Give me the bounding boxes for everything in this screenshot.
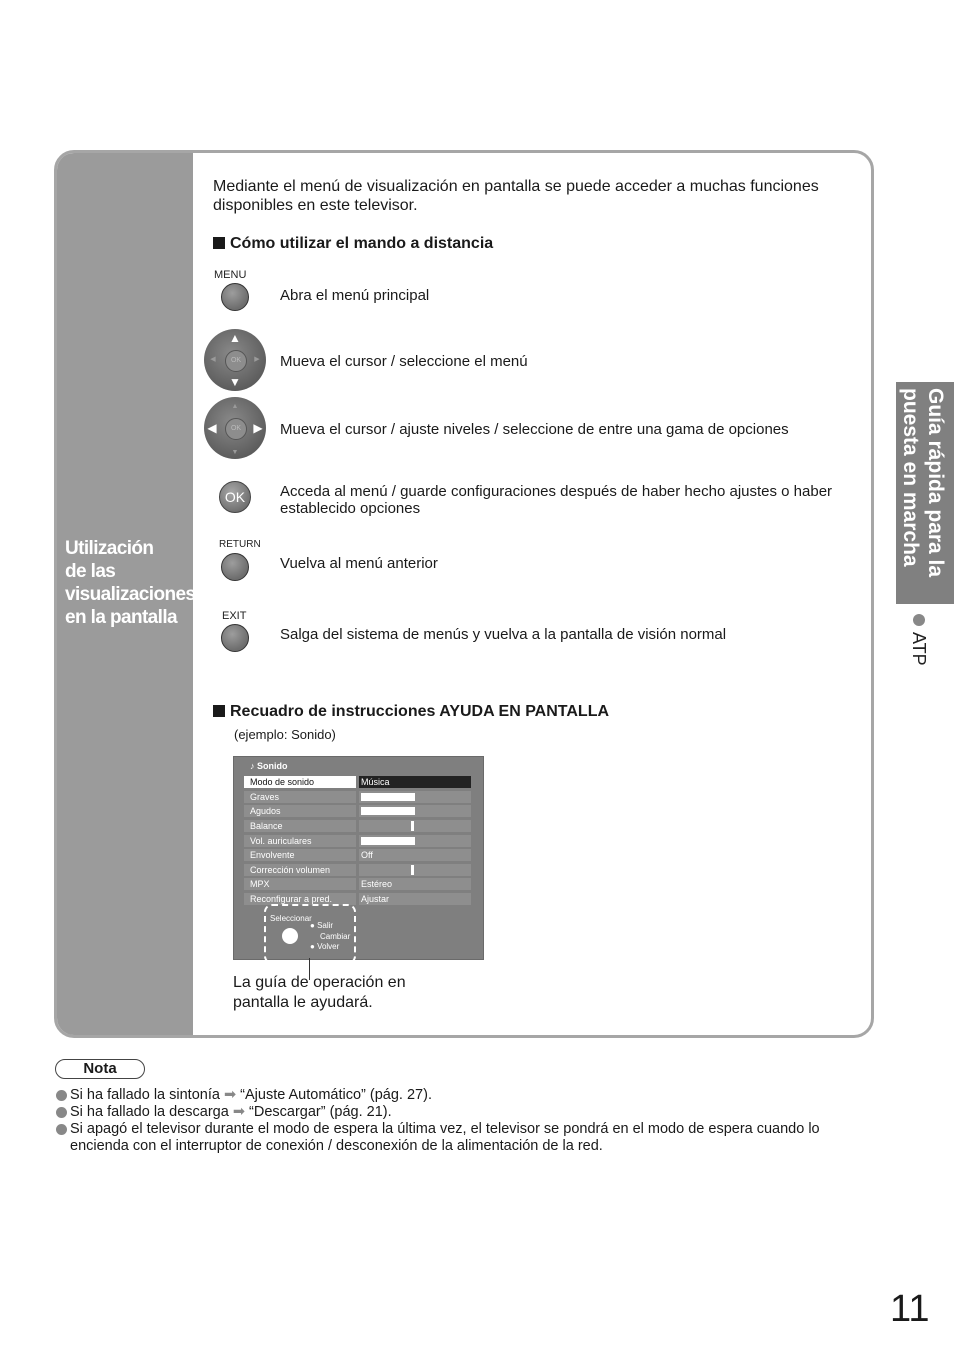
return-button-label: RETURN — [219, 539, 261, 550]
osd-help-box — [264, 904, 356, 964]
section-title: Utilización de las visualizaciones en la pantalla — [65, 538, 196, 628]
side-tab-title: Guía rápida para la puesta en marcha — [899, 388, 947, 578]
osd-row-label: Agudos — [244, 805, 356, 817]
arrow-right-icon: ➡ — [232, 1104, 245, 1120]
level-marker — [411, 865, 414, 875]
osd-row — [244, 791, 470, 803]
osd-row — [244, 849, 470, 861]
osd-row-label: Graves — [244, 791, 356, 803]
nota-list — [55, 1087, 855, 1155]
level-bar — [361, 837, 415, 845]
osd-caption: La guía de operación en pantalla le ayudará. — [233, 974, 406, 1011]
square-bullet-icon — [213, 237, 225, 249]
menu-button-label: MENU — [214, 269, 247, 281]
remote-heading — [213, 235, 493, 253]
content-frame — [54, 150, 874, 1038]
bullet-dot-icon — [56, 1107, 67, 1118]
osd-row-value — [359, 820, 471, 832]
remote-desc: Mueva el cursor / seleccione el menú — [280, 353, 528, 370]
osd-row — [244, 835, 470, 847]
side-tab-sub: ATP — [909, 632, 929, 666]
osd-row-label: Reconfigurar a pred. — [244, 893, 356, 905]
osd-row-label: MPX — [244, 878, 356, 890]
dpad-leftright-icon: ▲ ▼ ◀ ▶ OK — [204, 397, 266, 459]
osd-row-label: Corrección volumen — [244, 864, 356, 876]
nota-item: Si ha fallado la sintonía ➡ “Ajuste Automático” (pág. 27). — [55, 1087, 855, 1104]
remote-desc: Vuelva al menú anterior — [280, 555, 438, 572]
exit-button-icon — [221, 624, 249, 652]
level-bar — [361, 807, 415, 815]
osd-row — [244, 805, 470, 817]
osd-title: ♪ Sonido — [250, 761, 288, 771]
osd-row — [244, 864, 470, 876]
balance-marker — [411, 821, 414, 831]
remote-desc: Abra el menú principal — [280, 287, 430, 304]
help-back: ● Volver — [310, 942, 340, 951]
osd-row-value: Off — [359, 849, 471, 861]
section-sidebar — [57, 153, 196, 1035]
remote-desc: Mueva el cursor / ajuste niveles / seleccione de entre una gama de opciones — [280, 421, 789, 438]
side-tab — [896, 382, 954, 677]
menu-button-icon — [221, 283, 249, 311]
nota-label: Nota — [55, 1059, 145, 1079]
nota-item: Si apagó el televisor durante el modo de espera la última vez, el televisor se pondrá en el modo de espera cuando lo encienda con el interruptor de conexión / desconexión de la alimentación de la red. — [55, 1121, 855, 1155]
dpad-updown-icon: ▲ ▼ ◀ ▶ OK — [204, 329, 266, 391]
remote-desc: Salga del sistema de menús y vuelva a la pantalla de visión normal — [280, 626, 727, 643]
help-heading-text: Recuadro de instrucciones AYUDA EN PANTALLA — [230, 703, 610, 720]
dpad-small-icon — [282, 928, 298, 944]
exit-button-label: EXIT — [222, 610, 247, 622]
remote-desc: Acceda al menú / guarde configuraciones después de haber hecho ajustes o haber establecido opciones — [280, 483, 833, 517]
osd-row — [244, 878, 470, 890]
help-select: Seleccionar — [270, 914, 312, 923]
side-tab-block — [896, 382, 954, 604]
bullet-dot-icon — [56, 1090, 67, 1101]
intro-text: Mediante el menú de visualización en pantalla se puede acceder a muchas funciones disponibles en este televisor. — [213, 178, 819, 214]
osd-row-value — [359, 805, 471, 817]
osd-row-label: Balance — [244, 820, 356, 832]
osd-row-label: Envolvente — [244, 849, 356, 861]
osd-row-value: Ajustar — [359, 893, 471, 905]
bullet-dot-icon — [913, 614, 925, 626]
music-note-icon: ♪ — [250, 761, 258, 771]
bullet-dot-icon — [56, 1124, 67, 1135]
osd-row-value — [359, 835, 471, 847]
osd-row-label: Modo de sonido — [244, 776, 356, 788]
osd-row-value: Música — [359, 776, 471, 788]
remote-heading-text: Cómo utilizar el mando a distancia — [230, 235, 494, 252]
return-button-icon — [221, 553, 249, 581]
nota-item: Si ha fallado la descarga ➡ “Descargar” (pág. 21). — [55, 1104, 855, 1121]
help-change: Cambiar — [320, 932, 351, 941]
help-exit: ● Salir — [310, 921, 334, 930]
example-label: (ejemplo: Sonido) — [234, 727, 336, 742]
osd-row-value: Estéreo — [359, 878, 471, 890]
osd-row — [244, 776, 470, 788]
osd-row-label: Vol. auriculares — [244, 835, 356, 847]
square-bullet-icon — [213, 705, 225, 717]
ok-button-icon: OK — [219, 481, 251, 513]
help-heading — [213, 703, 609, 721]
osd-row-value — [359, 791, 471, 803]
osd-row — [244, 820, 470, 832]
osd-sound-menu — [233, 756, 484, 960]
level-bar — [361, 793, 415, 801]
page-number: 11 — [890, 1288, 930, 1330]
osd-row-value — [359, 864, 471, 876]
arrow-right-icon: ➡ — [223, 1087, 237, 1103]
